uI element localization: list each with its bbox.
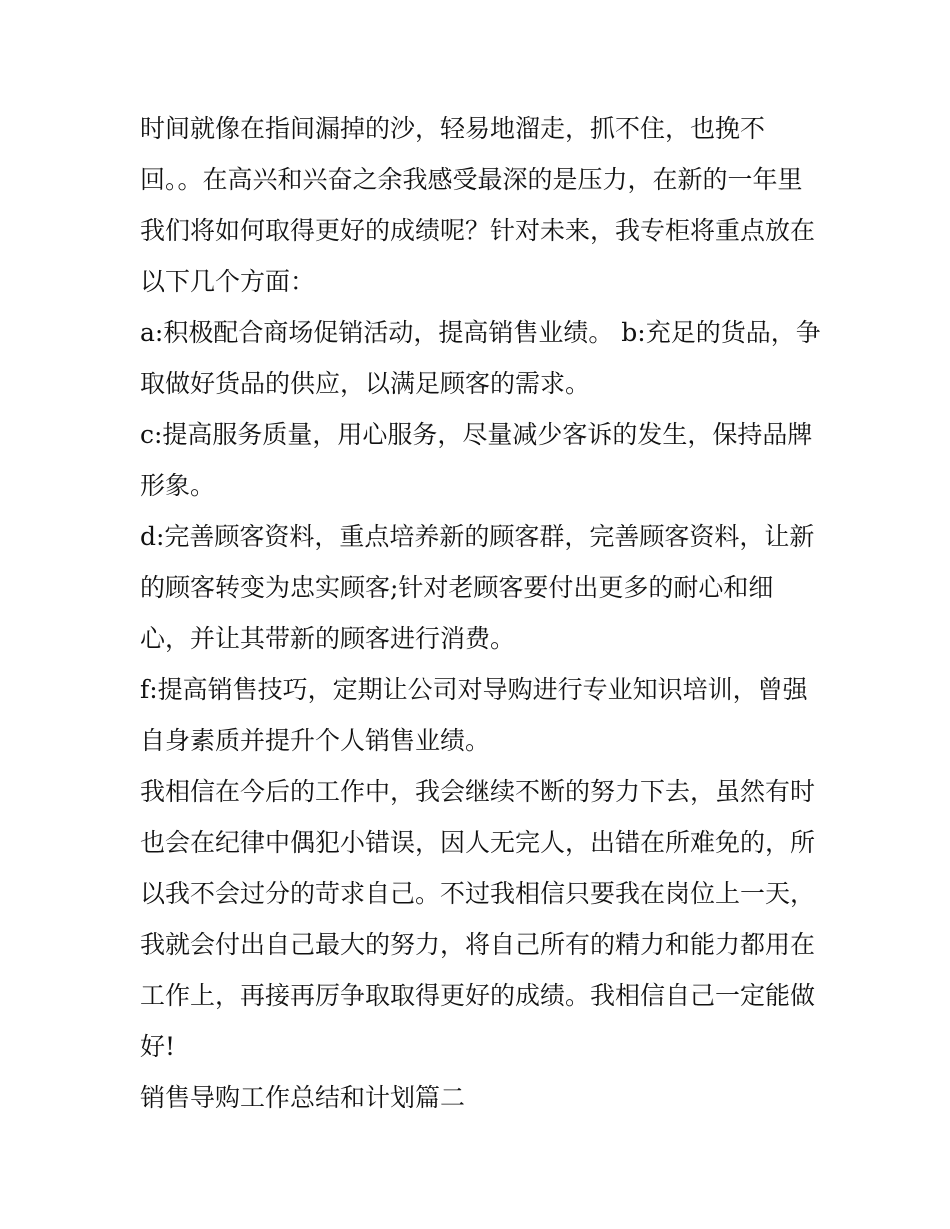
text-line: 回。。在高兴和兴奋之余我感受最深的是压力，在新的一年里 (140, 165, 803, 194)
list-item-c: c:提高服务质量，用心服务，尽量减少客诉的发生，保持品牌 (140, 420, 813, 449)
text-line: 好! (140, 1032, 176, 1061)
text-line: 自身素质并提升个人销售业绩。 (140, 726, 491, 755)
list-item-f: f:提高销售技巧，定期让公司对导购进行专业知识培训，曾强 (140, 675, 808, 704)
list-item-d: d:完善顾客资料，重点培养新的顾客群，完善顾客资料，让新 (140, 522, 815, 551)
text-line: 形象。 (140, 471, 216, 500)
text-line: 我相信在今后的工作中，我会继续不断的努力下去，虽然有时 (140, 777, 816, 806)
section-heading: 销售导购工作总结和计划篇二 (140, 1083, 466, 1112)
text-line: 以我不会过分的苛求自己。不过我相信只要我在岗位上一天， (140, 879, 816, 908)
document-body (140, 103, 820, 1123)
text-line: 也会在纪律中偶犯小错误，因人无完人，出错在所难免的，所 (140, 828, 816, 857)
text-line: 工作上，再接再厉争取取得更好的成绩。我相信自己一定能做 (140, 981, 816, 1010)
text-line: 心，并让其带新的顾客进行消费。 (140, 624, 516, 653)
text-line: 我们将如何取得更好的成绩呢？针对未来，我专柜将重点放在 (140, 216, 816, 245)
text-line: 的顾客转变为忠实顾客;针对老顾客要付出更多的耐心和细 (140, 573, 774, 602)
text-line: 取做好货品的供应，以满足顾客的需求。 (140, 369, 591, 398)
list-item-a: a:积极配合商场促销活动，提高销售业绩。 b:充足的货品，争 (140, 318, 821, 347)
text-line: 我就会付出自己最大的努力，将自己所有的精力和能力都用在 (140, 930, 816, 959)
text-line: 时间就像在指间漏掉的沙，轻易地溜走，抓不住，也挽不 (140, 114, 766, 143)
text-line: 以下几个方面： (140, 267, 316, 296)
